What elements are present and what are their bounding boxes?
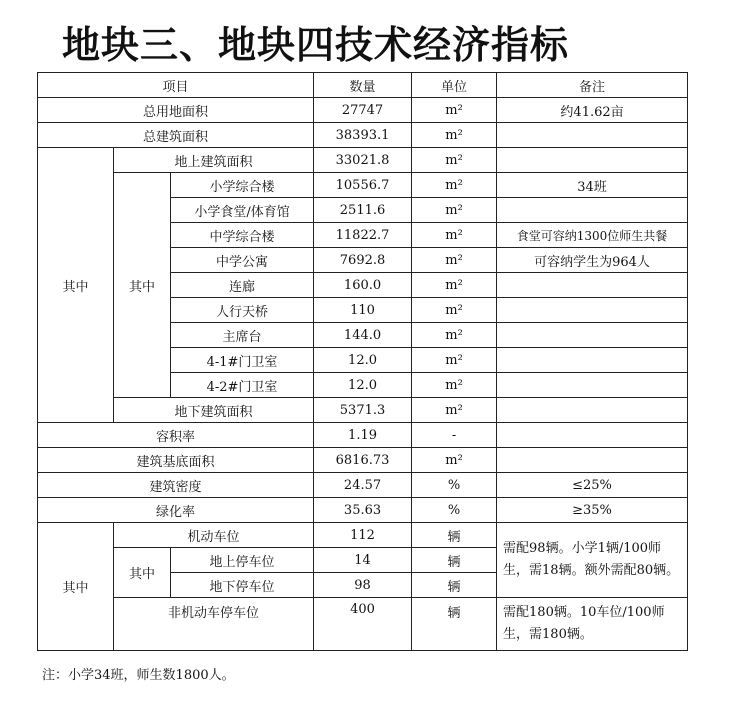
row-note: ≥35% [497,498,688,523]
header-qty: 数量 [314,73,412,98]
row-note: 约41.62亩 [497,98,688,123]
subgroup-label-of-which: 其中 [114,173,171,398]
row-unit: m² [412,273,497,298]
row-label: 地上建筑面积 [114,148,314,173]
row-label: 总用地面积 [38,98,314,123]
table-row [38,498,688,523]
row-label: 绿化率 [38,498,314,523]
row-unit: 辆 [412,598,497,651]
row-qty: 11822.7 [314,223,412,248]
row-note: 可容纳学生为964人 [497,248,688,273]
row-note [497,448,688,473]
row-qty: 400 [314,598,412,651]
footnote: 注：小学34班，师生数1800人。 [42,668,235,683]
row-qty: 1.19 [314,423,412,448]
row-qty: 112 [314,523,412,548]
row-unit: % [412,473,497,498]
row-note [497,148,688,173]
row-unit: m² [412,148,497,173]
row-label: 人行天桥 [171,298,314,323]
table-row [38,398,688,423]
table-row [38,423,688,448]
row-unit: m² [412,298,497,323]
header-note: 备注 [497,73,688,98]
row-qty: 144.0 [314,323,412,348]
row-unit: m² [412,373,497,398]
row-unit: m² [412,398,497,423]
row-qty: 6816.73 [314,448,412,473]
row-qty: 24.57 [314,473,412,498]
row-note [497,423,688,448]
row-unit: m² [412,98,497,123]
row-qty: 35.63 [314,498,412,523]
row-note [497,398,688,423]
row-label: 4-1#门卫室 [171,348,314,373]
row-unit: 辆 [412,548,497,573]
row-note: 需配98辆。小学1辆/100师生，需18辆。额外需配80辆。 [497,523,688,598]
row-unit: 辆 [412,523,497,548]
row-note [497,348,688,373]
row-qty: 5371.3 [314,398,412,423]
row-label: 地下建筑面积 [114,398,314,423]
row-note: ≤25% [497,473,688,498]
row-unit: m² [412,248,497,273]
row-label: 连廊 [171,273,314,298]
row-qty: 160.0 [314,273,412,298]
row-label: 机动车位 [114,523,314,548]
table-row [38,448,688,473]
table-row [38,598,688,651]
row-note [497,298,688,323]
header-unit: 单位 [412,73,497,98]
row-qty: 98 [314,573,412,598]
row-label: 主席台 [171,323,314,348]
row-qty: 110 [314,298,412,323]
row-unit: m² [412,198,497,223]
row-label: 非机动车停车位 [114,598,314,651]
header-row [38,73,688,98]
row-label: 地下停车位 [171,573,314,598]
row-note [497,198,688,223]
row-qty: 38393.1 [314,123,412,148]
row-unit: m² [412,173,497,198]
row-unit: 辆 [412,573,497,598]
tech-econ-table [37,72,688,651]
table-row [38,98,688,123]
row-label: 小学食堂/体育馆 [171,198,314,223]
row-unit: m² [412,323,497,348]
row-label: 地上停车位 [171,548,314,573]
row-label: 建筑密度 [38,473,314,498]
row-unit: % [412,498,497,523]
row-qty: 14 [314,548,412,573]
page-title: 地块三、地块四技术经济指标 [62,23,570,67]
row-label: 中学公寓 [171,248,314,273]
row-unit: m² [412,223,497,248]
table-row [38,123,688,148]
row-unit: - [412,423,497,448]
row-unit: m² [412,448,497,473]
row-qty: 12.0 [314,348,412,373]
row-qty: 10556.7 [314,173,412,198]
row-qty: 7692.8 [314,248,412,273]
group-label-parking: 其中 [38,523,114,651]
table-row [38,473,688,498]
row-label: 总建筑面积 [38,123,314,148]
row-qty: 2511.6 [314,198,412,223]
row-qty: 27747 [314,98,412,123]
group-label-of-which: 其中 [38,148,114,423]
row-note [497,273,688,298]
table-row [38,148,688,173]
row-note [497,373,688,398]
row-note [497,323,688,348]
header-item: 项目 [38,73,314,98]
subgroup-label-parking: 其中 [114,548,171,598]
table-row [38,173,688,198]
row-note: 需配180辆。10车位/100师生，需180辆。 [497,598,688,651]
row-label: 容积率 [38,423,314,448]
row-label: 中学综合楼 [171,223,314,248]
row-qty: 12.0 [314,373,412,398]
row-label: 建筑基底面积 [38,448,314,473]
row-note: 食堂可容纳1300位师生共餐 [497,223,688,248]
row-unit: m² [412,348,497,373]
row-qty: 33021.8 [314,148,412,173]
table-row [38,523,688,548]
row-note: 34班 [497,173,688,198]
row-note [497,123,688,148]
row-unit: m² [412,123,497,148]
row-label: 4-2#门卫室 [171,373,314,398]
row-label: 小学综合楼 [171,173,314,198]
